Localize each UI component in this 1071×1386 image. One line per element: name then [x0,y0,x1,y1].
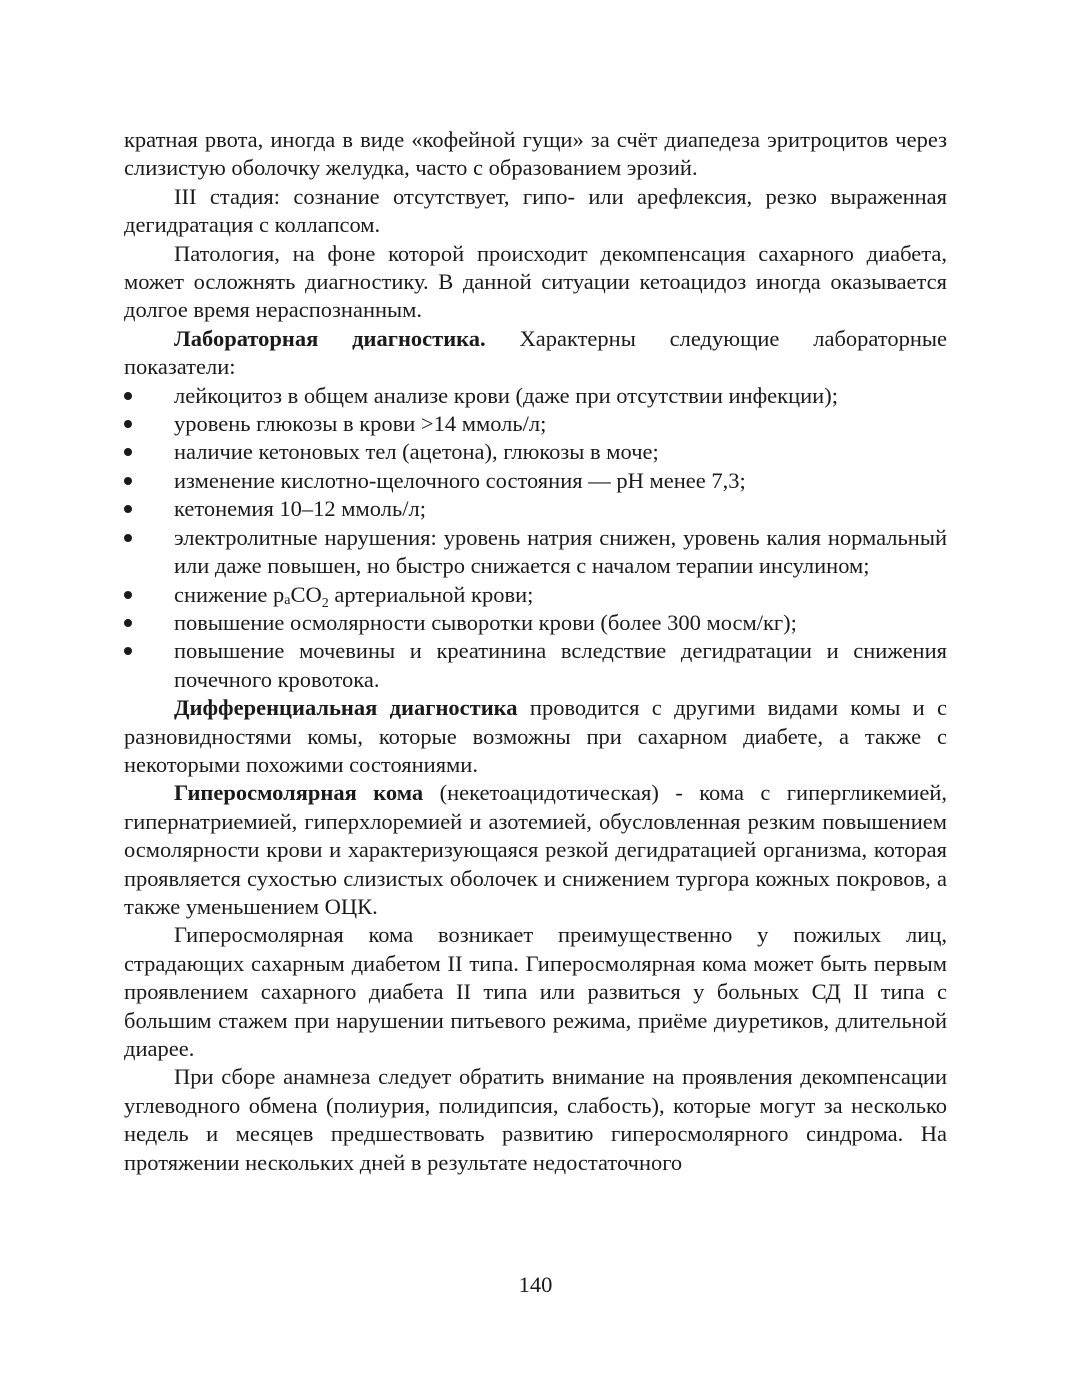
list-item: изменение кислотно-щелочного состояния — pH менее 7,3; [124,467,947,495]
paragraph-lab-diagnostics [124,325,947,382]
page-body [124,126,947,1177]
list-item: лейкоцитоз в общем анализе крови (даже при отсутствии инфекции); [124,382,947,410]
bullet-icon [124,505,132,513]
bullet-icon [124,534,132,542]
list-item: электролитные нарушения: уровень натрия снижен, уровень калия нормальный или даже повышен, но быстро снижается с началом терапии инсулином; [124,524,947,581]
paragraph-differential-diagnostics: Дифференциальная диагностика проводится с другими видами комы и с разновидностями комы, которые возможны при сахарном диабете, а также с некоторыми похожими состояниями. [124,695,948,777]
bullet-icon [124,420,132,428]
page-number: 140 [518,1272,553,1297]
list-item: кетонемия 10–12 ммоль/л; [124,495,947,523]
paragraph-stage-3: III стадия: сознание отсутствует, гипо- или арефлексия, резко выраженная дегидратация с коллапсом. [124,183,947,238]
paragraph-vomiting: кратная рвота, иногда в виде «кофейной гущи» за счёт диапедеза эритроцитов через слизистую оболочку желудка, часто с образованием эрозий. [124,127,947,181]
list-item: повышение мочевины и креатинина вследствие дегидратации и снижения почечного кровотока. [124,637,947,694]
lab-indicators-list [124,382,947,694]
bullet-icon [124,448,132,456]
paragraph-hyperosmolar-coma: Гиперосмолярная кома (некетоацидотическая) - кома с гипергликемией, гипернатриемией, гиперхлоремией и азотемией, обусловленная резким повышением осмолярности крови и характеризующаяся резкой дегидратацией организма, которая проявляется сухостью слизистых оболочек и снижением тургора кожных покровов, а также уменьшением ОЦК. [124,780,947,919]
paragraph-elderly: Гиперосмолярная кома возникает преимущественно у пожилых лиц, страдающих сахарным диабетом II типа. Гиперосмолярная кома может быть первым проявлением сахарного диабета II типа или развиться у больных СД II типа с большим стажем при нарушении питьевого режима, приёме диуретиков, длительной диарее. [124,922,947,1061]
heading-lab-diagnostics: Лабораторная диагностика. [174,325,486,351]
lab-diagnostics-text: Характерны следующие лабораторные показатели: [124,325,947,380]
bullet-icon [124,392,132,400]
paragraph-anamnesis: При сборе анамнеза следует обратить внимание на проявления декомпенсации углеводного обмена (полиурия, полидипсия, слабость), которые могут за несколько недель и месяцев предшествовать развитию гиперосмолярного синдрома. На протяжении нескольких дней в результате недостаточного [124,1064,947,1175]
bullet-icon [124,647,132,655]
list-item: наличие кетоновых тел (ацетона), глюкозы в моче; [124,438,947,466]
list-item: снижение paCO$_2$ артериальной крови; [124,581,947,609]
bullet-icon [124,619,132,627]
bullet-icon [124,477,132,485]
list-item: повышение осмолярности сыворотки крови (более 300 мосм/кг); [124,609,947,637]
bullet-icon [124,591,132,599]
heading-differential-diagnostics: Дифференциальная диагностика [174,695,518,721]
list-item: уровень глюкозы в крови >14 ммоль/л; [124,410,947,438]
paragraph-pathology: Патология, на фоне которой происходит декомпенсация сахарного диабета, может осложнять диагностику. В данной ситуации кетоацидоз иногда оказывается долгое время нераспознанным. [124,240,947,323]
heading-hyperosmolar-coma: Гиперосмолярная кома [174,780,424,806]
